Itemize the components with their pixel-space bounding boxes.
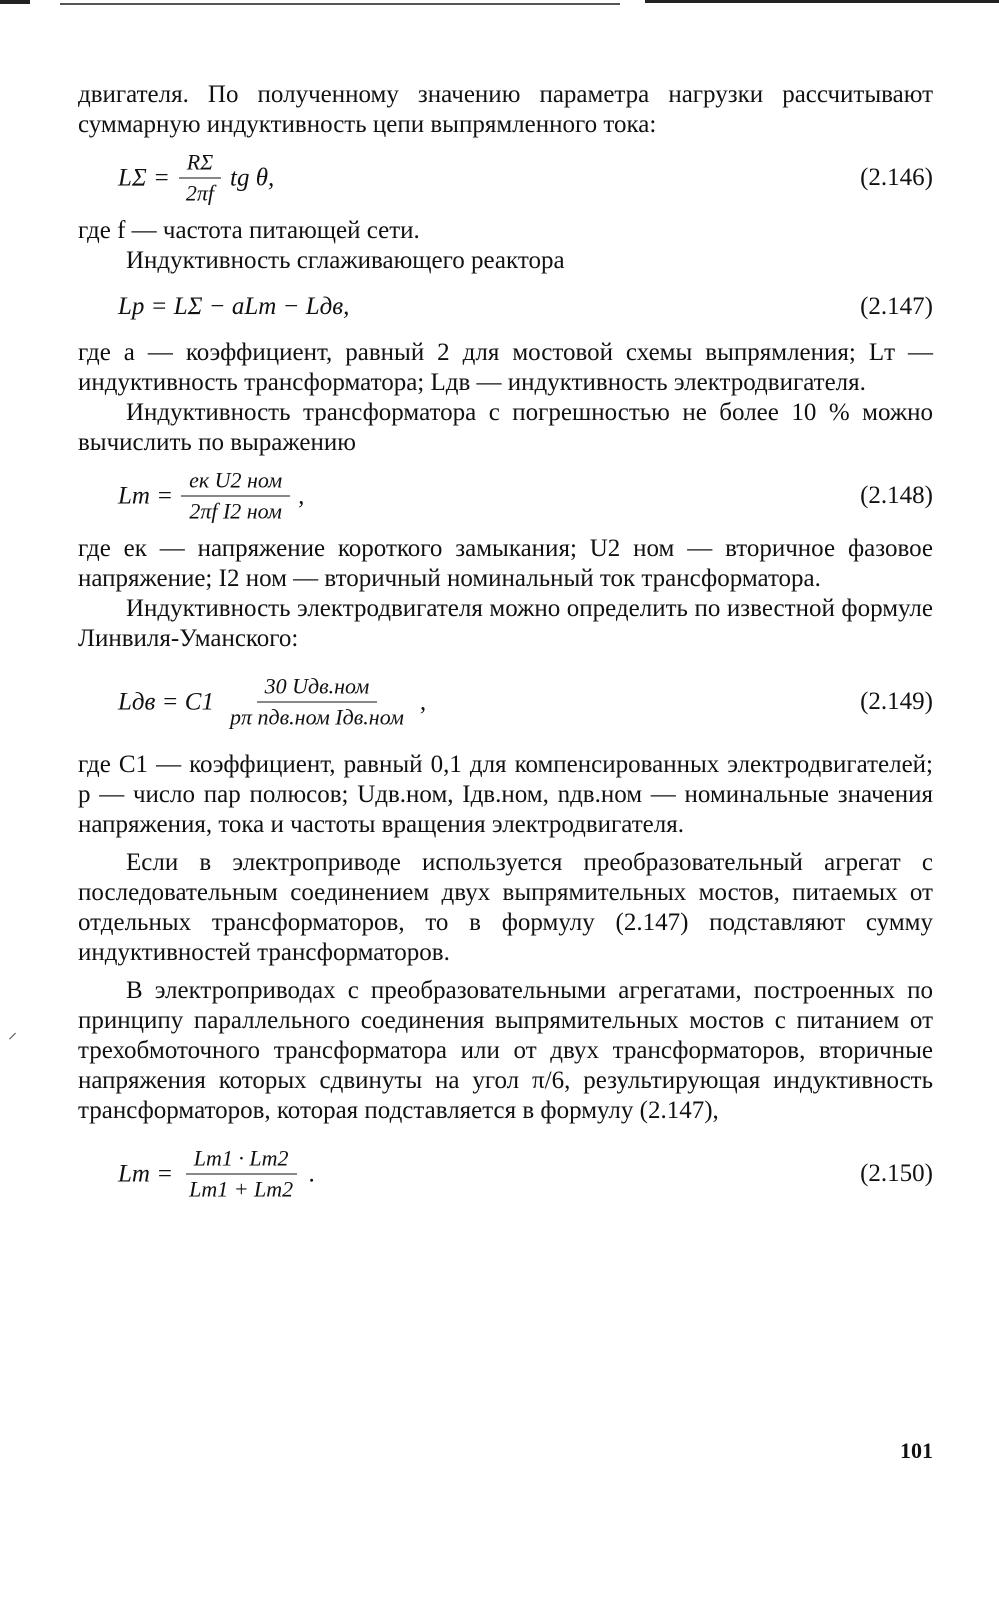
margin-tick-mark: ⸝ bbox=[8, 1022, 17, 1042]
paragraph: где C1 — коэффициент, равный 0,1 для компенсированных электродвигателей; p — число пар полюсов; Uдв.ном, Iдв.ном, nдв.ном — номинальные значения напряжения, тока и частоты вращения электродвигателя. bbox=[78, 751, 933, 838]
eq-expression: Lр = LΣ − aLт − Lдв, bbox=[118, 293, 350, 320]
numerator: Lт1 · Lт2 bbox=[186, 1146, 297, 1175]
equation-2-150 bbox=[78, 1134, 933, 1214]
equation-number: (2.148) bbox=[860, 482, 933, 509]
denominator: 2πf bbox=[185, 180, 215, 206]
equation-2-149 bbox=[78, 662, 933, 742]
eq-tail: . bbox=[309, 1160, 316, 1187]
numerator: 30 Uдв.ном bbox=[257, 674, 378, 703]
numerator: eк U2 ном bbox=[181, 468, 290, 497]
equation-2-147 bbox=[78, 284, 933, 330]
paragraph: Индуктивность сглаживающего реактора bbox=[126, 247, 565, 274]
denominator: Lт1 + Lт2 bbox=[189, 1176, 294, 1202]
eq-lhs: Lдв = C1 bbox=[118, 688, 214, 715]
paragraph: где a — коэффициент, равный 2 для мостовой схемы выпрямления; Lт — индуктивность трансформатора; Lдв — индуктивность электродвигателя. bbox=[78, 339, 933, 396]
paragraph: В электроприводах с преобразовательными агрегатами, построенных по принципу параллельного соединения выпрямительных мостов с питанием от трехобмоточного трансформатора или от двух трансформаторов, вторичные напряжения которых сдвинуты на угол π/6, результирующая индуктивность трансформаторов, которая подставляется в формулу (2.147), bbox=[78, 977, 933, 1124]
eq-tail: , bbox=[419, 688, 427, 715]
eq-lhs: Lт = bbox=[118, 482, 174, 509]
eq-lhs: LΣ = bbox=[118, 164, 170, 191]
paragraph: где eк — напряжение короткого замыкания; U2 ном — вторичное фазовое напряжение; I2 ном — вторичный номинальный ток трансформатора. bbox=[78, 535, 933, 592]
fraction bbox=[181, 1146, 301, 1203]
paragraph: Индуктивность электродвигателя можно определить по известной формуле Линвиля-Уманского: bbox=[78, 595, 933, 652]
paragraph: где f — частота питающей сети. bbox=[78, 217, 420, 244]
equation-2-146 bbox=[78, 148, 933, 208]
equation-number: (2.150) bbox=[860, 1160, 933, 1187]
fraction bbox=[178, 150, 222, 207]
equation-number: (2.147) bbox=[860, 293, 933, 320]
fraction bbox=[181, 468, 290, 525]
document-page bbox=[78, 80, 933, 1222]
equation-number: (2.149) bbox=[860, 688, 933, 715]
equation-number: (2.146) bbox=[860, 164, 933, 191]
paragraph: двигателя. По полученному значению параметра нагрузки рассчитывают суммарную индуктивность цепи выпрямленного тока: bbox=[78, 81, 933, 138]
denominator: 2πf I2 ном bbox=[189, 498, 282, 524]
eq-lhs: Lт = bbox=[118, 1160, 174, 1187]
paragraph: Если в электроприводе используется преобразовательный агрегат с последовательным соединением двух выпрямительных мостов, питаемых от отдельных трансформаторов, то в формулу (2.147) подставляют сумму индуктивностей трансформаторов. bbox=[78, 849, 933, 966]
equation-2-148 bbox=[78, 466, 933, 526]
eq-tail: , bbox=[298, 482, 305, 509]
paragraph: Индуктивность трансформатора с погрешностью не более 10 % можно вычислить по выражению bbox=[78, 399, 933, 456]
denominator: pπ nдв.ном Iдв.ном bbox=[229, 704, 404, 730]
fraction bbox=[222, 674, 412, 731]
numerator: RΣ bbox=[179, 150, 222, 179]
eq-tail: tg θ, bbox=[230, 164, 275, 191]
page-number: 101 bbox=[900, 1438, 933, 1463]
scan-top-edge bbox=[0, 0, 999, 8]
